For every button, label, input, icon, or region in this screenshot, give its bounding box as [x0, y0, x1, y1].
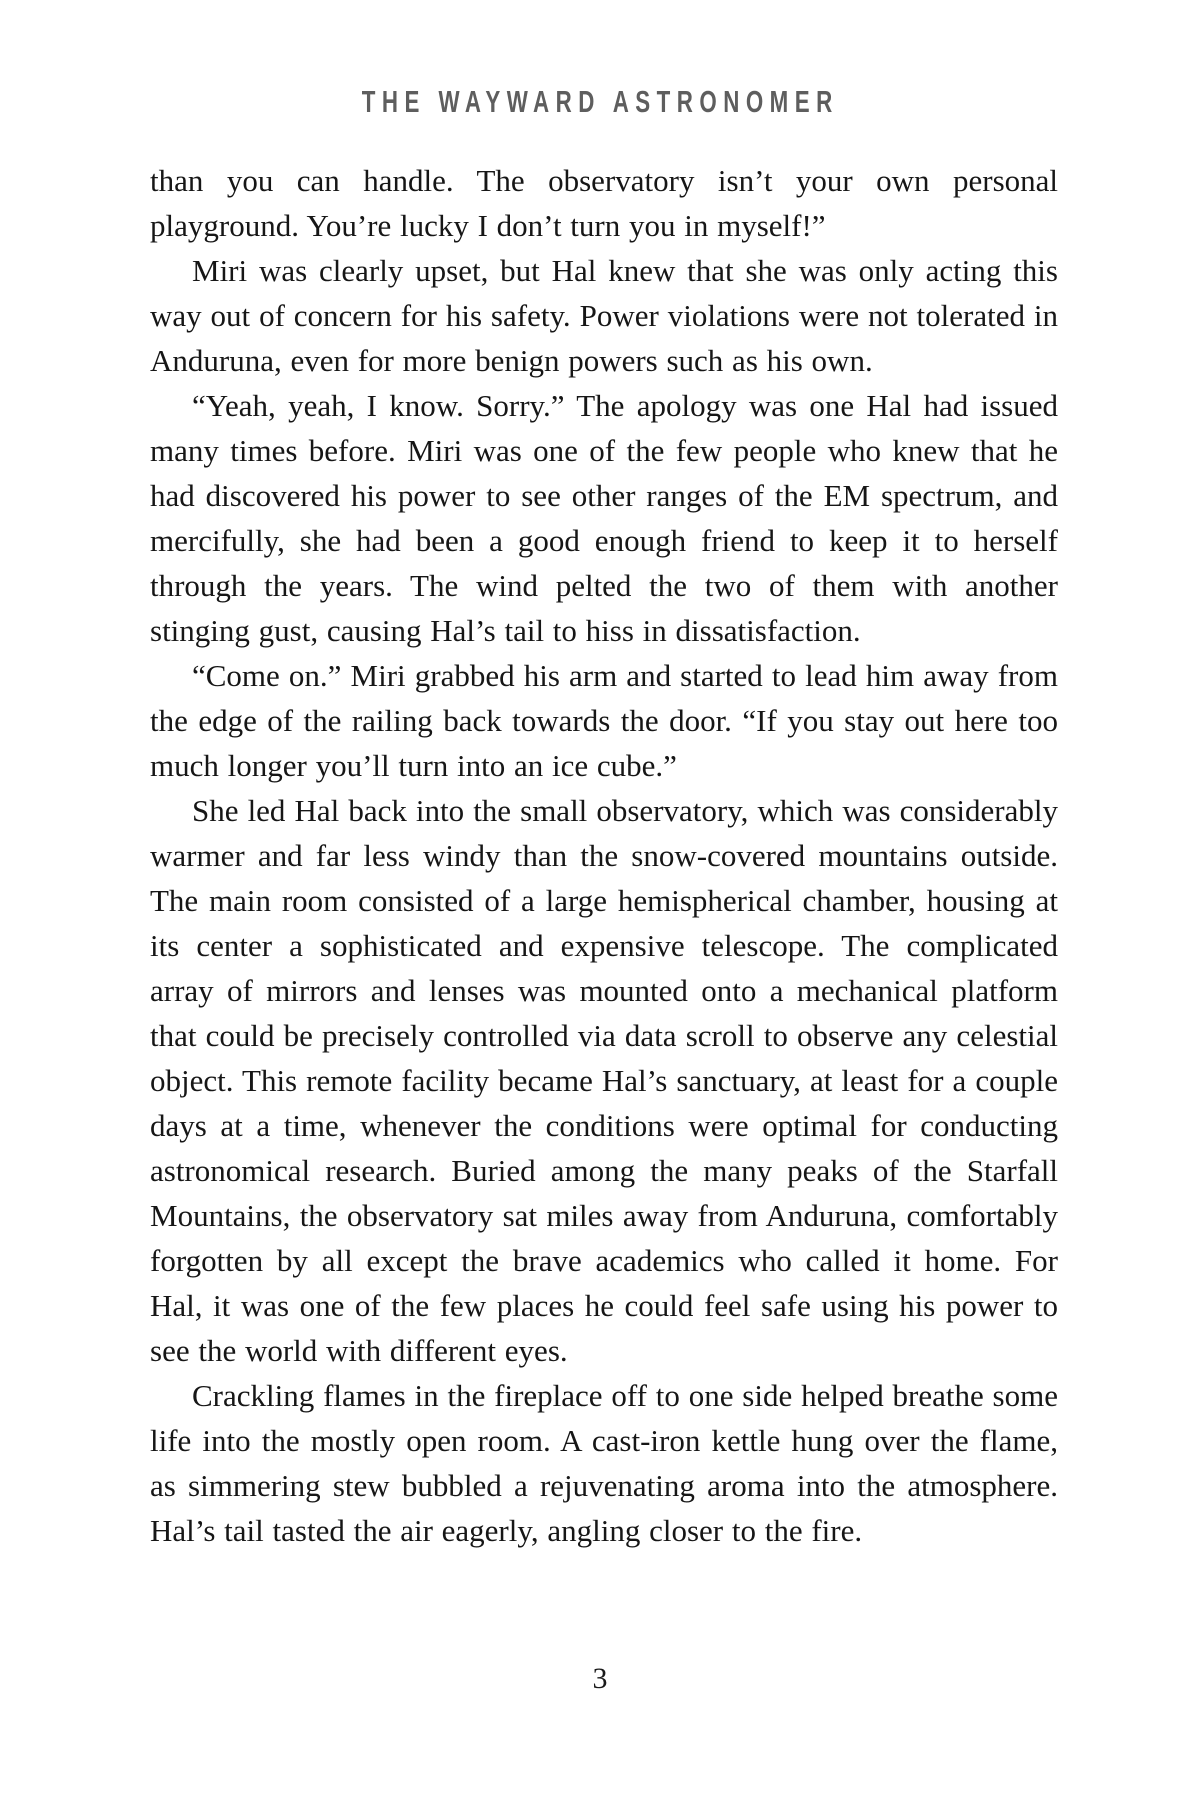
running-header-title: THE WAYWARD ASTRONOMER	[361, 84, 839, 119]
page-number: 3	[592, 1662, 608, 1695]
paragraph: “Yeah, yeah, I know. Sorry.” The apology was one Hal had issued many times before. Miri was one of the few people who knew that he had discovered his power to see other ranges of the EM spectrum, and mercifully, she had been a good enough friend to keep it to herself through the years. The wind pelted the two of them with another stinging gust, causing Hal’s tail to hiss in dissatisfaction.	[150, 388, 1058, 648]
paragraph: Crackling flames in the fireplace off to one side helped breathe some life into the mostly open room. A cast-iron kettle hung over the flame, as simmering stew bubbled a rejuvenating aroma into the atmosphere. Hal’s tail tasted the air eagerly, angling closer to the fire.	[150, 1378, 1058, 1548]
paragraph: She led Hal back into the small observatory, which was considerably warmer and far less windy than the snow-covered mountains outside. The main room consisted of a large hemispherical chamber, housing at its center a sophisticated and expensive telescope. The complicated array of mirrors and lenses was mounted onto a mechanical platform that could be precisely controlled via data scroll to observe any celestial object. This remote facility became Hal’s sanctuary, at least for a couple days at a time, whenever the conditions were optimal for conducting astronomical research. Buried among the many peaks of the Starfall Mountains, the observatory sat miles away from Anduruna, comfortably forgotten by all except the brave academics who called it home. For Hal, it was one of the few places he could feel safe using his power to see the world with different eyes.	[150, 793, 1058, 1368]
body-text	[150, 158, 1058, 1553]
paragraph: than you can handle. The observatory isn’t your own personal playground. You’re lucky I don’t turn you in myself!”	[150, 163, 1058, 243]
paragraph: Miri was clearly upset, but Hal knew that she was only acting this way out of concern for his safety. Power violations were not tolerated in Anduruna, even for more benign powers such as his own.	[150, 253, 1058, 378]
paragraph: “Come on.” Miri grabbed his arm and started to lead him away from the edge of the railing back towards the door. “If you stay out here too much longer you’ll turn into an ice cube.”	[150, 658, 1058, 783]
running-header	[0, 84, 1200, 120]
